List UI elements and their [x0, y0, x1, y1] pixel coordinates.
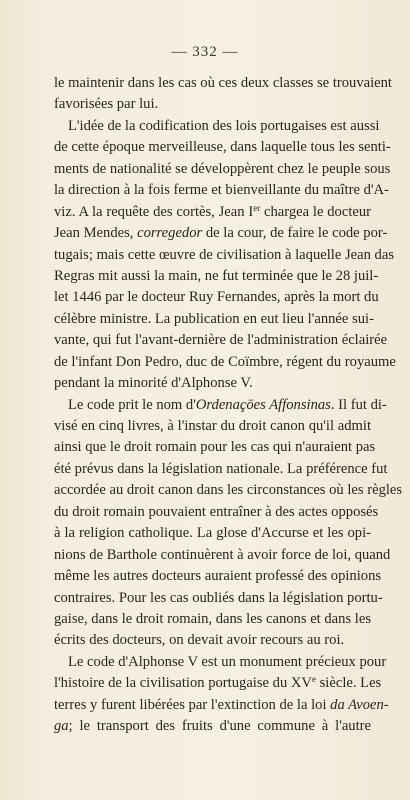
- text-line: favorisées par lui.: [54, 96, 159, 113]
- text-line: Le code d'Alphonse V est un monument précieux pour: [68, 653, 387, 670]
- page-number: — 332 —: [171, 44, 239, 60]
- text-line: de l'infant Don Pedro, duc de Coïmbre, régent du royaume: [54, 353, 396, 370]
- text-line: tugais; mais cette œuvre de civilisation à laquelle Jean das: [54, 246, 395, 263]
- text-line: Le code prit le nom d'Ordenaçōes Affonsinas. Il fut di-: [68, 396, 387, 413]
- text-line: accordée au droit canon dans les circonstances où les règles: [54, 482, 403, 499]
- text-line: gaise, dans le droit romain, dans les canons et dans les: [54, 610, 371, 627]
- text-line: ainsi que le droit romain pour les cas qui n'auraient pas: [54, 439, 376, 456]
- text-line: Regras mit aussi la main, ne fut terminée que le 28 juil-: [54, 267, 379, 284]
- text-line: visé en cinq livres, à l'instar du droit canon qu'il admit: [54, 418, 371, 434]
- superscript: e: [311, 674, 316, 685]
- text-line: vante, qui fut l'avant-dernière de l'administration éclairée: [54, 332, 388, 349]
- italic-term: corregedor: [137, 225, 203, 242]
- text-line: Jean Mendes, corregedor de la cour, de faire le code por-: [54, 225, 388, 242]
- body-text: [54, 73, 403, 738]
- text-line: terres y furent libérées par l'extinction de la loi da Avoen-: [54, 696, 389, 713]
- italic-term: da Avoen-: [330, 696, 389, 713]
- text-line: le maintenir dans les cas où ces deux classes se trouvaient: [54, 75, 392, 91]
- text-line: célèbre ministre. La publication en eut lieu l'année sui-: [54, 310, 374, 327]
- italic-term: ga: [54, 718, 69, 735]
- text-line: ments de nationalité se développèrent chez le peuple sous: [54, 160, 391, 177]
- superscript: er: [253, 202, 261, 213]
- text-line: écrits des docteurs, on devait avoir recours au roi.: [54, 632, 345, 649]
- text-line: l'histoire de la civilisation portugaise du XVe siècle. Les: [54, 674, 382, 692]
- text-line: à la religion catholique. La glose d'Accurse et les opi-: [54, 525, 371, 542]
- italic-term: Ordenaçōes Affonsinas: [195, 396, 331, 413]
- text-line: pendant la minorité d'Alphonse V.: [54, 375, 253, 392]
- text-line: contraires. Pour les cas oubliés dans la législation portu-: [54, 589, 383, 606]
- text-line: du droit romain pouvaient entraîner à des actes opposés: [54, 503, 379, 520]
- text-line: été prévus dans la législation nationale. La préférence fut: [54, 460, 388, 477]
- text-line: L'idée de la codification des lois portugaises est aussi: [68, 117, 380, 134]
- text-line: nions de Barthole continuèrent à avoir force de loi, quand: [54, 546, 391, 563]
- text-line: de cette époque merveilleuse, dans laquelle tous les senti-: [54, 139, 391, 156]
- text-line: la direction à la fois ferme et bienveillante du maître d'A-: [54, 182, 389, 199]
- text-line: viz. A la requête des cortès, Jean Ier chargea le docteur: [54, 202, 372, 220]
- text-line: ga; le transport des fruits d'une commune à l'autre: [54, 718, 371, 735]
- text-line: let 1446 par le docteur Ruy Fernandes, après la mort du: [54, 289, 379, 306]
- text-line: même les autres docteurs auraient professé des opinions: [54, 568, 382, 585]
